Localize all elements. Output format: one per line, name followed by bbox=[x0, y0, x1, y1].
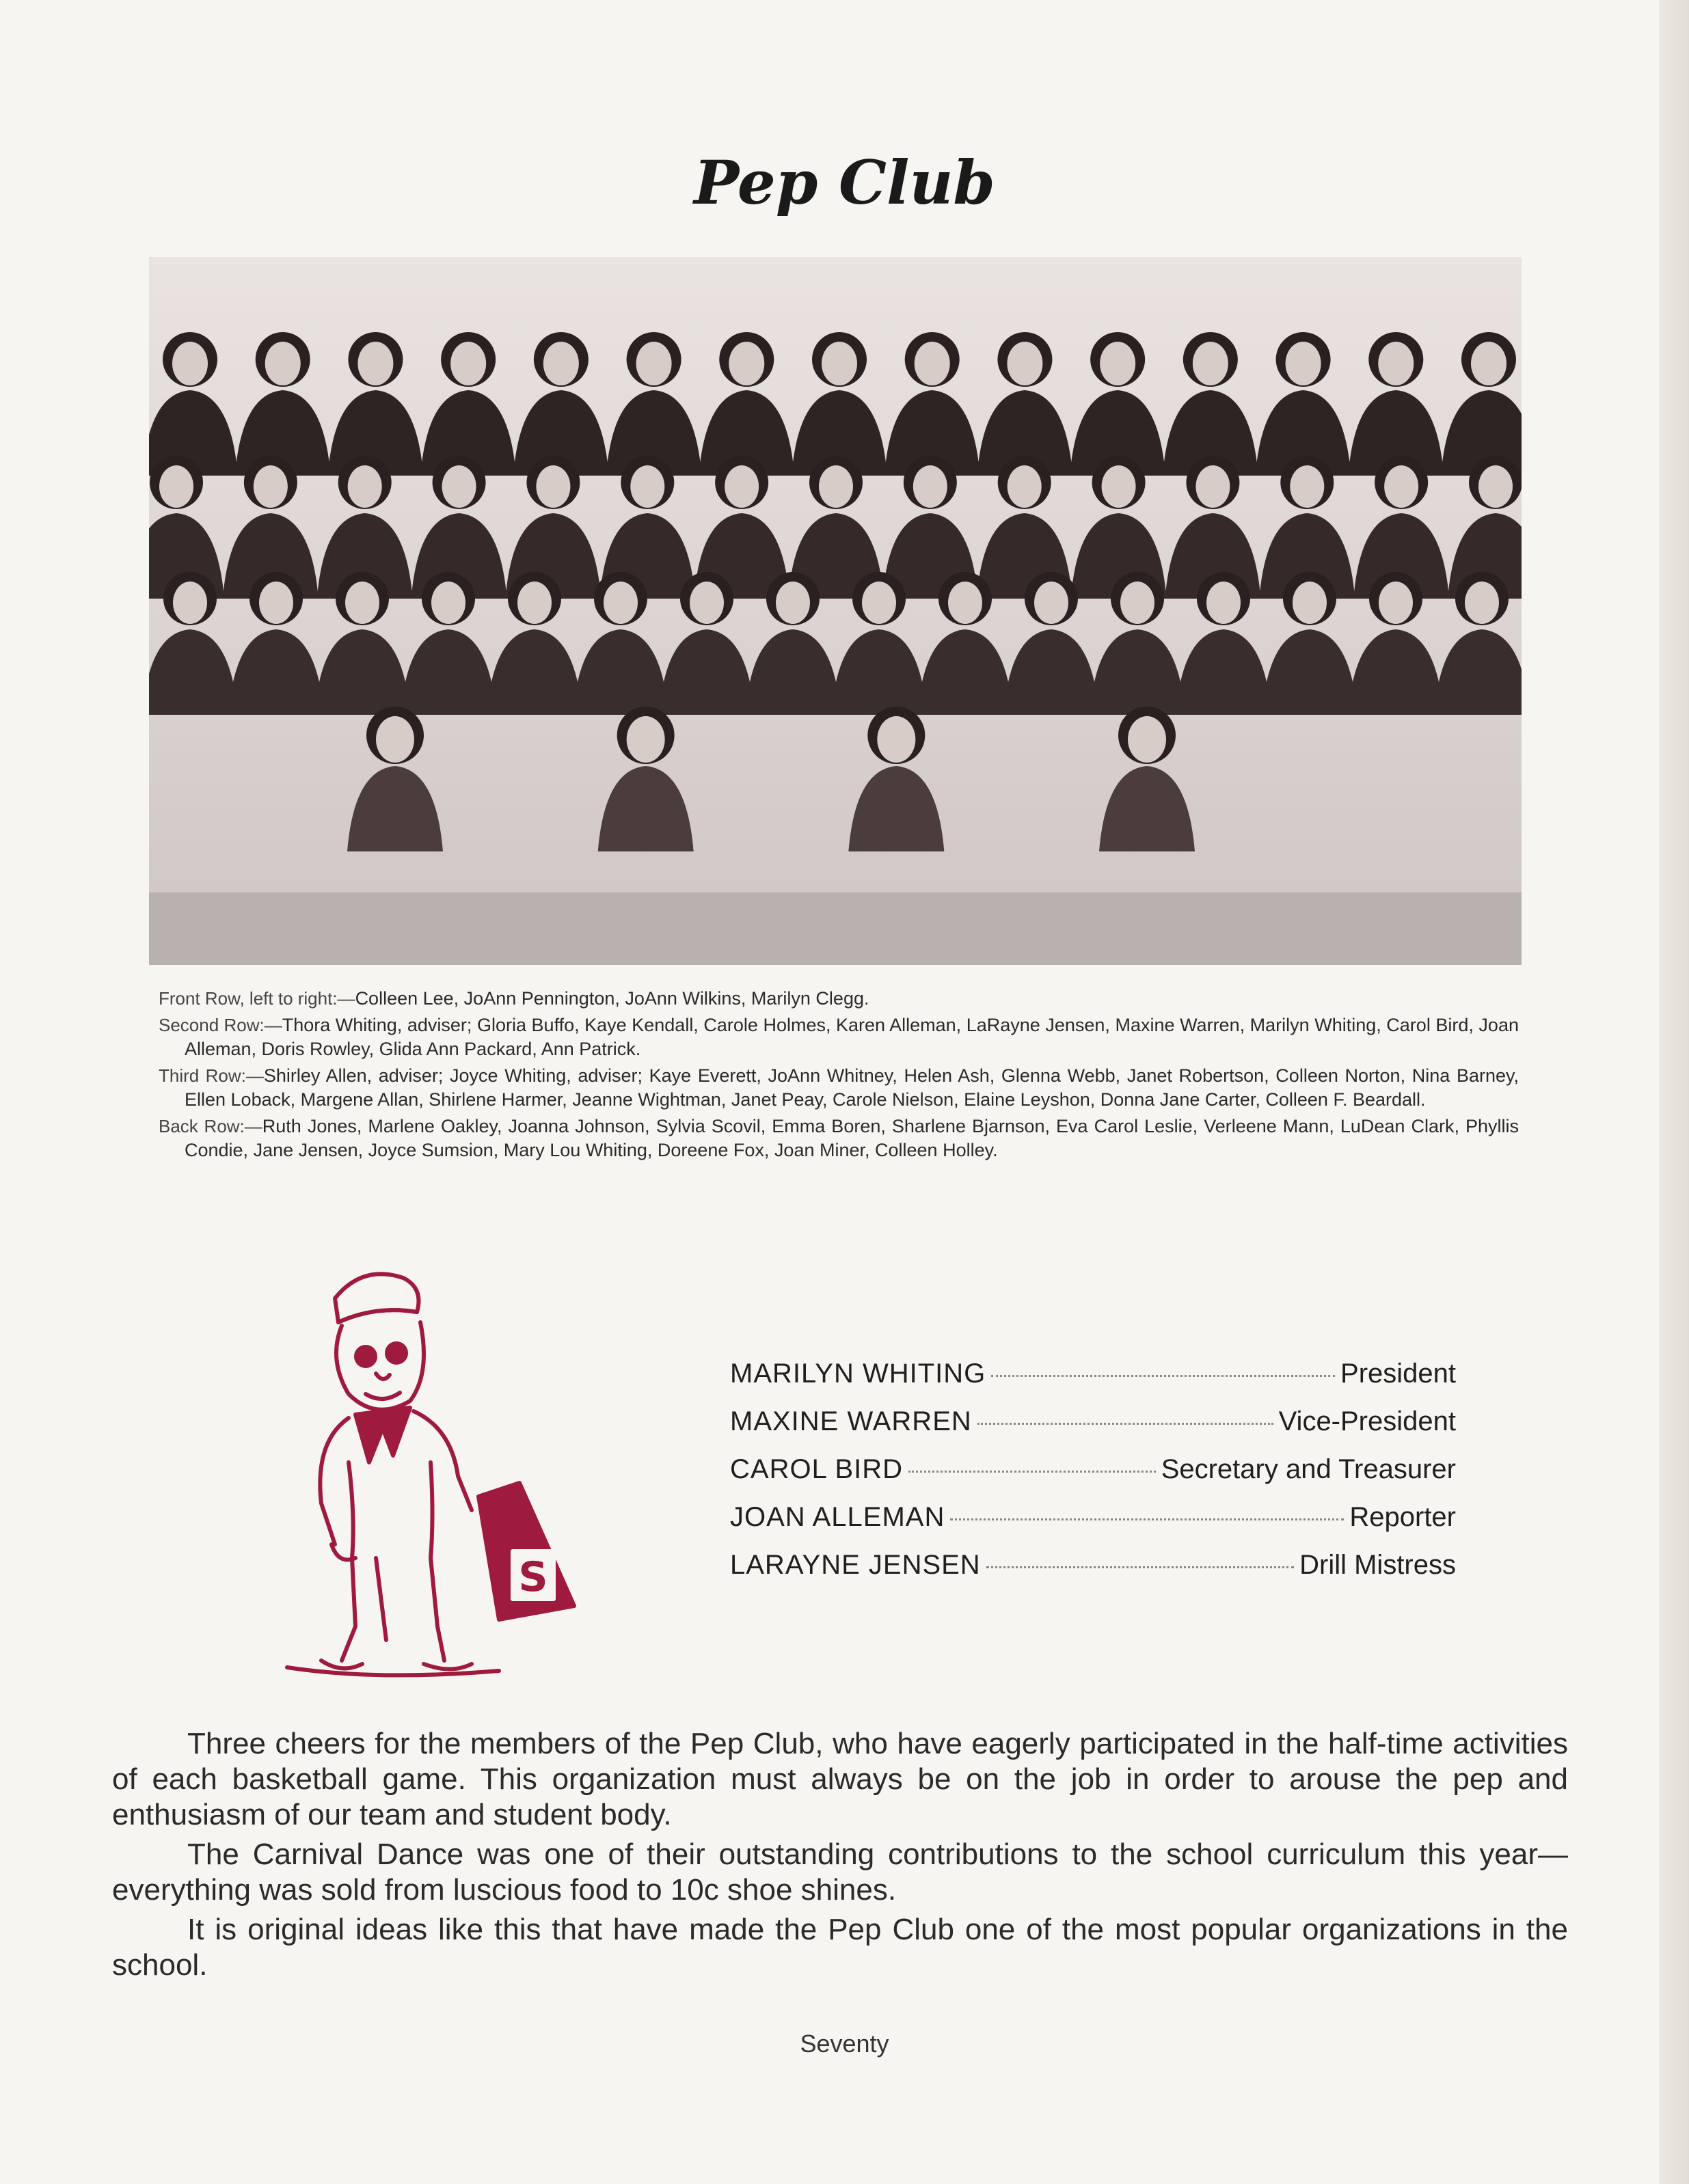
officer-name: JOAN ALLEMAN bbox=[730, 1502, 945, 1532]
caption-second-row: Second Row:—Thora Whiting, adviser; Gloria Buffo, Kaye Kendall, Carole Holmes, Karen Alleman, LaRayne Jensen, Maxine Warren, Marilyn Whiting, Carol Bird, Joan Alleman, Doris Rowley, Glida Ann Packard, Ann Patrick. bbox=[159, 1015, 1519, 1059]
page-title: Pep Club bbox=[694, 147, 995, 218]
page-edge bbox=[1659, 0, 1689, 2184]
body-text bbox=[112, 1726, 1568, 1987]
body-paragraph-3: It is original ideas like this that have made the Pep Club one of the most popular organizations in the school. bbox=[112, 1913, 1568, 1982]
officers-list bbox=[730, 1359, 1456, 1598]
body-paragraph-2: The Carnival Dance was one of their outstanding contributions to the school curriculum this year—everything was sold from luscious food to 10c shoe shines. bbox=[112, 1838, 1568, 1907]
body-paragraph-1: Three cheers for the members of the Pep Club, who have eagerly participated in the half-time activities of each basketball game. This organization must always be on the job in order to arouse the pep and enthusiasm of our team and student body. bbox=[112, 1727, 1568, 1831]
officer-row bbox=[730, 1406, 1456, 1454]
officer-row bbox=[730, 1550, 1456, 1598]
leader-dots bbox=[991, 1375, 1335, 1377]
officer-title: Drill Mistress bbox=[1299, 1550, 1456, 1580]
officer-title: Reporter bbox=[1349, 1502, 1456, 1532]
officer-title: President bbox=[1340, 1359, 1456, 1389]
photo-caption bbox=[159, 987, 1519, 1165]
officer-row bbox=[730, 1454, 1456, 1502]
officer-row bbox=[730, 1359, 1456, 1406]
officer-name: MARILYN WHITING bbox=[730, 1359, 986, 1389]
caption-back-row: Back Row:—Ruth Jones, Marlene Oakley, Joanna Johnson, Sylvia Scovil, Emma Boren, Sharlene Bjarnson, Eva Carol Leslie, Verleene Mann, LuDean Clark, Phyllis Condie, Jane Jensen, Joyce Sumsion, Mary Lou Whiting, Doreene Fox, Joan Miner, Colleen Holley. bbox=[159, 1116, 1519, 1160]
leader-dots bbox=[908, 1471, 1156, 1473]
leader-dots bbox=[977, 1423, 1273, 1425]
officer-row bbox=[730, 1502, 1456, 1550]
svg-text:S: S bbox=[518, 1553, 548, 1601]
leader-dots bbox=[950, 1518, 1344, 1520]
officer-name: CAROL BIRD bbox=[730, 1454, 904, 1484]
page-number: Seventy bbox=[800, 2030, 889, 2058]
group-photo-icon bbox=[149, 257, 1522, 965]
officer-title: Secretary and Treasurer bbox=[1161, 1454, 1456, 1484]
officer-name: LARAYNE JENSEN bbox=[730, 1550, 981, 1580]
mascot-cheerleader-icon bbox=[273, 1257, 670, 1695]
officer-title: Vice-President bbox=[1278, 1406, 1456, 1436]
officer-name: MAXINE WARREN bbox=[730, 1406, 972, 1436]
caption-front-row: Front Row, left to right:—Colleen Lee, JoAnn Pennington, JoAnn Wilkins, Marilyn Clegg. bbox=[159, 988, 869, 1009]
caption-third-row: Third Row:—Shirley Allen, adviser; Joyce Whiting, adviser; Kaye Everett, JoAnn Whitney, Helen Ash, Glenna Webb, Janet Robertson, Colleen Norton, Nina Barney, Ellen Loback, Margene Allan, Shirlene Harmer, Jeanne Wightman, Janet Peay, Carole Nielson, Elaine Leyshon, Donna Jane Carter, Colleen F. Beardall. bbox=[159, 1065, 1519, 1110]
group-photo bbox=[149, 257, 1522, 965]
leader-dots bbox=[986, 1566, 1294, 1568]
